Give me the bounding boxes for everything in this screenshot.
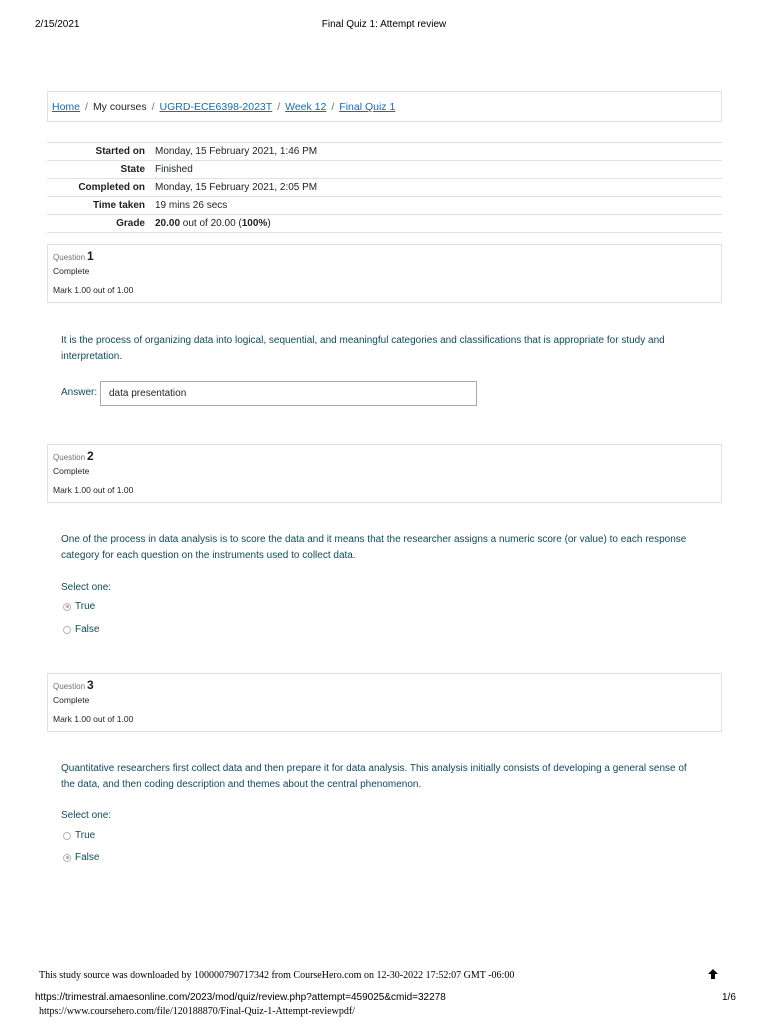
question-mark: Mark 1.00 out of 1.00 [53,285,134,295]
download-source-note: This study source was downloaded by 100000790717342 from CourseHero.com on 12-30-2022 17:52:07 GMT -06:00 [39,970,515,981]
summary-value: Monday, 15 February 2021, 2:05 PM [155,179,722,197]
question-info-3 [47,673,722,732]
summary-row-completed [47,179,722,197]
coursehero-url: https://www.coursehero.com/file/120188870/Final-Quiz-1-Attempt-reviewpdf/ [39,1006,355,1017]
summary-label: Grade [47,215,155,233]
option-false[interactable] [63,624,99,635]
select-one-label: Select one: [61,810,112,821]
arrow-up-icon[interactable] [697,960,729,988]
question-prefix: Question [53,682,86,691]
option-label: False [75,852,100,863]
breadcrumb [47,91,722,122]
grade-value [155,215,722,233]
question-number [53,678,721,692]
summary-row-grade [47,215,722,233]
answer-label: Answer: [61,387,98,398]
answer-field[interactable]: data presentation [100,381,477,406]
breadcrumb-quiz-link[interactable]: Final Quiz 1 [339,101,396,113]
option-label: True [75,601,96,612]
summary-row-state [47,161,722,179]
breadcrumb-separator: / [277,101,281,113]
question-prefix: Question [53,453,86,462]
radio-selected-icon[interactable] [63,603,71,611]
option-label: False [75,624,100,635]
radio-unselected-icon[interactable] [63,626,71,634]
grade-close: ) [267,218,271,229]
question-number-value: 2 [87,449,94,463]
question-mark: Mark 1.00 out of 1.00 [53,485,134,495]
print-date: 2/15/2021 [35,19,80,30]
summary-label: Time taken [47,197,155,215]
print-url: https://trimestral.amaesonline.com/2023/mod/quiz/review.php?attempt=459025&cmid=32278 [35,992,446,1003]
grade-percent: 100% [241,218,268,229]
question-number-value: 1 [87,249,94,263]
breadcrumb-separator: / [331,101,335,113]
option-label: True [75,830,96,841]
summary-label: Completed on [47,179,155,197]
radio-selected-icon[interactable] [63,854,71,862]
option-false[interactable] [63,852,99,863]
grade-score: 20.00 [155,218,181,229]
question-info-1 [47,244,722,303]
breadcrumb-separator: / [151,101,155,113]
breadcrumb-separator: / [85,101,88,113]
question-text-3: Quantitative researchers first collect data and then prepare it for data analysis. This analysis initially consists of developing a general sense of the data, and then coding description and themes about the central phenomenon. [61,763,687,790]
option-true[interactable] [63,601,95,612]
question-state: Complete [53,466,90,476]
attempt-summary-table [47,142,722,233]
option-true[interactable] [63,830,95,841]
question-number-value: 3 [87,678,94,692]
question-text-2: One of the process in data analysis is to score the data and it means that the researcher assigns a numeric score (or value) to each response category for each question on the instruments used to collect data. [61,534,687,561]
question-text-1: It is the process of organizing data into logical, sequential, and meaningful categories and classifications that is appropriate for study and interpretation. [61,335,665,362]
summary-value: Finished [155,161,722,179]
question-state: Complete [53,266,90,276]
grade-out-of: out of 20.00 ( [180,218,242,229]
radio-unselected-icon[interactable] [63,832,71,840]
breadcrumb-my-courses: My courses [92,101,147,113]
summary-label: Started on [47,143,155,161]
summary-row-started [47,143,722,161]
question-number [53,449,721,463]
page-number: 1/6 [722,992,736,1003]
select-one-label: Select one: [61,582,112,593]
breadcrumb-home-link[interactable]: Home [52,101,81,113]
question-state: Complete [53,695,90,705]
question-mark: Mark 1.00 out of 1.00 [53,714,134,724]
summary-value: Monday, 15 February 2021, 1:46 PM [155,143,722,161]
breadcrumb-course-link[interactable]: UGRD-ECE6398-2023T [159,101,273,113]
breadcrumb-week-link[interactable]: Week 12 [285,101,327,113]
print-title: Final Quiz 1: Attempt review [321,19,447,30]
question-number [53,249,721,263]
summary-row-time-taken [47,197,722,215]
summary-label: State [47,161,155,179]
question-info-2 [47,444,722,503]
summary-value: 19 mins 26 secs [155,197,722,215]
question-prefix: Question [53,253,86,262]
